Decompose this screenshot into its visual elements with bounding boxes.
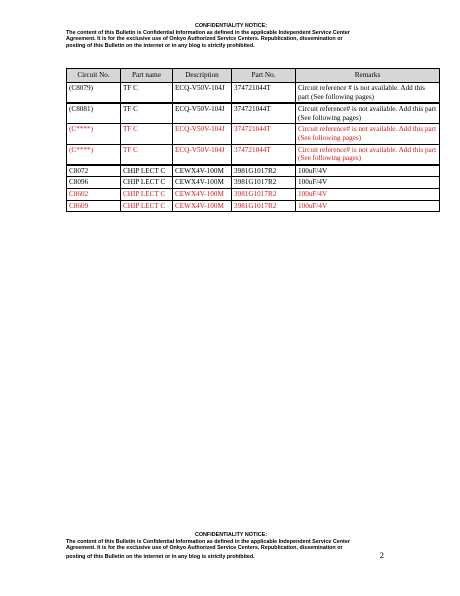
notice-title: CONFIDENTIALITY NOTICE:	[194, 532, 268, 538]
confidentiality-notice-bottom	[66, 532, 396, 560]
part-name-cell: TF C	[121, 144, 173, 165]
part-no-cell: 374721044T	[232, 83, 296, 104]
table-row	[67, 103, 440, 124]
header-circuit-no: Circuit No.	[67, 69, 121, 83]
part-no-cell: 3981G1017R2	[232, 165, 296, 177]
circuit-no-cell: C8096	[67, 177, 121, 189]
table-row	[67, 83, 440, 104]
table-row	[67, 144, 440, 165]
circuit-no-cell: C8609	[67, 200, 121, 212]
circuit-no-cell: (C8079)	[67, 83, 121, 104]
table-row	[67, 165, 440, 177]
circuit-no-cell: C8072	[67, 165, 121, 177]
table-header-row	[67, 69, 440, 83]
circuit-no-cell: C8602	[67, 188, 121, 200]
description-cell: ECQ-V50V-104J	[173, 124, 232, 144]
notice-line-2: Agreement. It is for the exclusive use of Onkyo Authorized Service Centers. Republication, dissemination or	[66, 36, 343, 43]
confidentiality-notice-top	[66, 23, 396, 49]
notice-line-3: posting of this Bulletin on the internet or in any blog is strictly prohibited.	[66, 553, 255, 560]
part-name-cell: CHIP LECT C	[121, 200, 173, 212]
notice-line-1: The content of this Bulletin is Confidential Information as defined in the applicable Independent Service Center	[66, 29, 350, 36]
part-name-cell: CHIP LECT C	[121, 165, 173, 177]
remarks-cell: Circuit reference# is not available. Add this part (See following pages)	[296, 124, 440, 144]
circuit-no-cell: (C8081)	[67, 103, 121, 124]
part-no-cell: 374721044T	[232, 103, 296, 124]
remarks-cell: 100uF/4V	[296, 165, 440, 177]
table-row	[67, 177, 440, 189]
remarks-cell: Circuit reference # is not available. Add this part (See following pages)	[296, 83, 440, 104]
remarks-cell: 100uF/4V	[296, 188, 440, 200]
notice-line-1: The content of this Bulletin is Confidential Information as defined in the applicable Independent Service Center	[66, 538, 350, 545]
part-no-cell: 3981G1017R2	[232, 188, 296, 200]
description-cell: CEWX4V-100M	[173, 177, 232, 189]
table-row	[67, 188, 440, 200]
description-cell: CEWX4V-100M	[173, 200, 232, 212]
notice-line-3-row	[66, 549, 396, 561]
table-row	[67, 124, 440, 144]
description-cell: ECQ-V50V-104J	[173, 103, 232, 124]
part-name-cell: CHIP LECT C	[121, 188, 173, 200]
description-cell: CEWX4V-100M	[173, 188, 232, 200]
remarks-cell: Circuit reference# is not available. Add this part (See following pages)	[296, 103, 440, 124]
page-number: 2	[379, 549, 384, 560]
part-no-cell: 374721044T	[232, 144, 296, 165]
header-description: Description	[173, 69, 232, 83]
part-name-cell: TF C	[121, 103, 173, 124]
remarks-cell: Circuit reference# is not available. Add this part (See following pages)	[296, 144, 440, 165]
part-name-cell: TF C	[121, 83, 173, 104]
part-no-cell: 374721044T	[232, 124, 296, 144]
table-row	[67, 200, 440, 212]
part-no-cell: 3981G1017R2	[232, 177, 296, 189]
notice-title: CONFIDENTIALITY NOTICE:	[194, 23, 268, 29]
description-cell: ECQ-V50V-104J	[173, 144, 232, 165]
header-part-no: Part No.	[232, 69, 296, 83]
remarks-cell: 100uF/4V	[296, 177, 440, 189]
notice-line-2: Agreement. It is for the exclusive use of Onkyo Authorized Service Centers. Republication, dissemination or	[66, 545, 343, 552]
header-remarks: Remarks	[296, 69, 440, 83]
remarks-cell: 100uF/4V	[296, 200, 440, 212]
part-name-cell: TF C	[121, 124, 173, 144]
part-no-cell: 3981G1017R2	[232, 200, 296, 212]
description-cell: CEWX4V-100M	[173, 165, 232, 177]
description-cell: ECQ-V50V-104J	[173, 83, 232, 104]
header-part-name: Part name	[121, 69, 173, 83]
circuit-no-cell: (C****)	[67, 144, 121, 165]
notice-line-3: posting of this Bulletin on the internet or in any blog is strictly prohibited.	[66, 42, 255, 49]
part-name-cell: CHIP LECT C	[121, 177, 173, 189]
circuit-no-cell: (C****)	[67, 124, 121, 144]
parts-table	[66, 68, 440, 212]
